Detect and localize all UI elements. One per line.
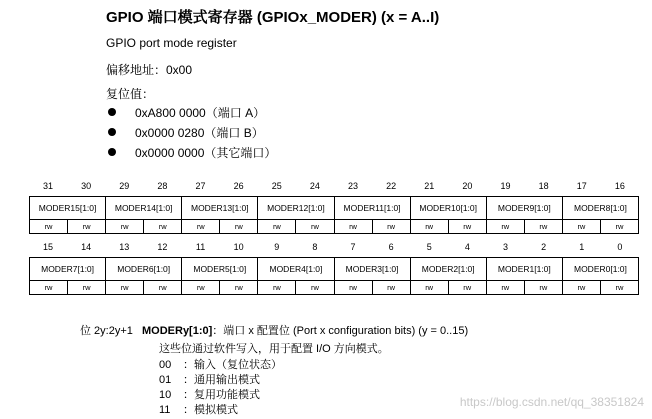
mode-item bbox=[159, 371, 260, 387]
access-type: rw bbox=[106, 281, 144, 295]
register-field: MODER12[1:0] bbox=[258, 197, 334, 220]
register-table-low bbox=[29, 257, 639, 295]
access-type: rw bbox=[486, 220, 524, 234]
register-title: GPIO 端口模式寄存器 (GPIOx_MODER) (x = A..I) bbox=[106, 9, 440, 26]
bit-number: 7 bbox=[350, 242, 356, 252]
bit-number: 14 bbox=[81, 242, 92, 252]
register-field: MODER4[1:0] bbox=[258, 258, 334, 281]
reset-value-text: 0xA800 0000（端口 A） bbox=[135, 106, 266, 120]
bit-numbers-low bbox=[29, 242, 639, 256]
bit-number: 16 bbox=[614, 181, 625, 191]
access-type: rw bbox=[600, 220, 638, 234]
bit-number: 19 bbox=[500, 181, 511, 191]
mode-code: 00 bbox=[159, 359, 172, 371]
bit-number: 11 bbox=[195, 242, 206, 252]
register-field: MODER8[1:0] bbox=[562, 197, 638, 220]
register-field: MODER11[1:0] bbox=[334, 197, 410, 220]
bit-number: 18 bbox=[538, 181, 549, 191]
access-type: rw bbox=[296, 281, 334, 295]
register-field: MODER2[1:0] bbox=[410, 258, 486, 281]
reset-value-text: 0x0000 0280（端口 B） bbox=[135, 126, 264, 140]
register-field: MODER14[1:0] bbox=[106, 197, 182, 220]
reset-value-label: 复位值： bbox=[106, 87, 155, 101]
field-name: MODERy[1:0] bbox=[142, 325, 213, 337]
reset-value-item bbox=[106, 103, 346, 121]
reset-value-text: 0x0000 0000（其它端口） bbox=[135, 146, 277, 160]
field-description bbox=[80, 322, 468, 338]
register-field: MODER5[1:0] bbox=[182, 258, 258, 281]
bit-number: 15 bbox=[43, 242, 54, 252]
access-type: rw bbox=[144, 220, 182, 234]
bit-number: 23 bbox=[348, 181, 359, 191]
access-type: rw bbox=[220, 220, 258, 234]
access-type: rw bbox=[372, 281, 410, 295]
access-type: rw bbox=[296, 220, 334, 234]
register-field: MODER9[1:0] bbox=[486, 197, 562, 220]
bit-number: 8 bbox=[312, 242, 318, 252]
access-type: rw bbox=[182, 220, 220, 234]
reset-value-item bbox=[106, 123, 346, 141]
access-type: rw bbox=[372, 220, 410, 234]
register-field: MODER1[1:0] bbox=[486, 258, 562, 281]
mode-item bbox=[159, 386, 260, 402]
access-type: rw bbox=[410, 281, 448, 295]
mode-code: 10 bbox=[159, 389, 172, 401]
access-type: rw bbox=[106, 220, 144, 234]
watermark-text: https://blog.csdn.net/qq_38351824 bbox=[459, 395, 644, 409]
bit-number: 29 bbox=[119, 181, 130, 191]
access-type: rw bbox=[410, 220, 448, 234]
bit-range: 位 2y:2y+1 bbox=[80, 325, 133, 337]
access-type: rw bbox=[600, 281, 638, 295]
bit-number: 28 bbox=[157, 181, 168, 191]
access-type: rw bbox=[68, 281, 106, 295]
bit-number: 12 bbox=[157, 242, 168, 252]
mode-text: ：模拟模式 bbox=[183, 404, 238, 416]
access-type: rw bbox=[258, 281, 296, 295]
offset-address: 偏移地址：0x00 bbox=[106, 63, 193, 77]
bit-number: 26 bbox=[233, 181, 244, 191]
access-type: rw bbox=[68, 220, 106, 234]
access-type: rw bbox=[30, 220, 68, 234]
reset-value-item bbox=[106, 143, 346, 161]
mode-code: 11 bbox=[159, 404, 171, 416]
access-type: rw bbox=[448, 281, 486, 295]
bit-number: 9 bbox=[274, 242, 280, 252]
bit-number: 10 bbox=[233, 242, 244, 252]
bullet-icon bbox=[108, 148, 116, 156]
bit-number: 25 bbox=[271, 181, 282, 191]
access-type: rw bbox=[448, 220, 486, 234]
mode-item bbox=[159, 401, 238, 417]
register-field: MODER13[1:0] bbox=[182, 197, 258, 220]
bit-number: 1 bbox=[579, 242, 585, 252]
access-type: rw bbox=[182, 281, 220, 295]
field-note: 这些位通过软件写入，用于配置 I/O 方向模式。 bbox=[159, 343, 389, 355]
register-subtitle: GPIO port mode register bbox=[106, 36, 237, 50]
bit-number: 22 bbox=[386, 181, 397, 191]
bit-number: 21 bbox=[424, 181, 435, 191]
register-field: MODER7[1:0] bbox=[30, 258, 106, 281]
bit-number: 2 bbox=[541, 242, 547, 252]
access-type: rw bbox=[524, 220, 562, 234]
access-type: rw bbox=[334, 281, 372, 295]
bit-number: 17 bbox=[576, 181, 587, 191]
mode-text: ：通用输出模式 bbox=[183, 374, 260, 386]
access-type: rw bbox=[258, 220, 296, 234]
bullet-icon bbox=[108, 108, 116, 116]
access-type: rw bbox=[562, 281, 600, 295]
bit-number: 24 bbox=[309, 181, 320, 191]
bit-number: 31 bbox=[43, 181, 54, 191]
access-type: rw bbox=[562, 220, 600, 234]
register-field: MODER3[1:0] bbox=[334, 258, 410, 281]
register-field: MODER6[1:0] bbox=[106, 258, 182, 281]
bit-number: 27 bbox=[195, 181, 206, 191]
bit-number: 5 bbox=[426, 242, 432, 252]
access-type: rw bbox=[30, 281, 68, 295]
bit-number: 20 bbox=[462, 181, 473, 191]
bit-number: 13 bbox=[119, 242, 130, 252]
access-type: rw bbox=[334, 220, 372, 234]
mode-code: 01 bbox=[159, 374, 172, 386]
access-type: rw bbox=[144, 281, 182, 295]
mode-item bbox=[159, 356, 282, 372]
bullet-icon bbox=[108, 128, 116, 136]
access-type: rw bbox=[220, 281, 258, 295]
bit-numbers-high bbox=[29, 181, 639, 195]
mode-text: ：输入（复位状态） bbox=[183, 359, 282, 371]
mode-text: ：复用功能模式 bbox=[183, 389, 260, 401]
register-field: MODER15[1:0] bbox=[30, 197, 106, 220]
access-type: rw bbox=[486, 281, 524, 295]
bit-number: 6 bbox=[388, 242, 394, 252]
bit-number: 3 bbox=[503, 242, 509, 252]
access-type: rw bbox=[524, 281, 562, 295]
register-field: MODER0[1:0] bbox=[562, 258, 638, 281]
bit-number: 4 bbox=[464, 242, 470, 252]
register-table-high bbox=[29, 196, 639, 234]
bit-number: 0 bbox=[617, 242, 623, 252]
field-text: ：端口 x 配置位 (Port x configuration bits) (y = 0..15) bbox=[212, 325, 469, 337]
register-field: MODER10[1:0] bbox=[410, 197, 486, 220]
bit-number: 30 bbox=[81, 181, 92, 191]
